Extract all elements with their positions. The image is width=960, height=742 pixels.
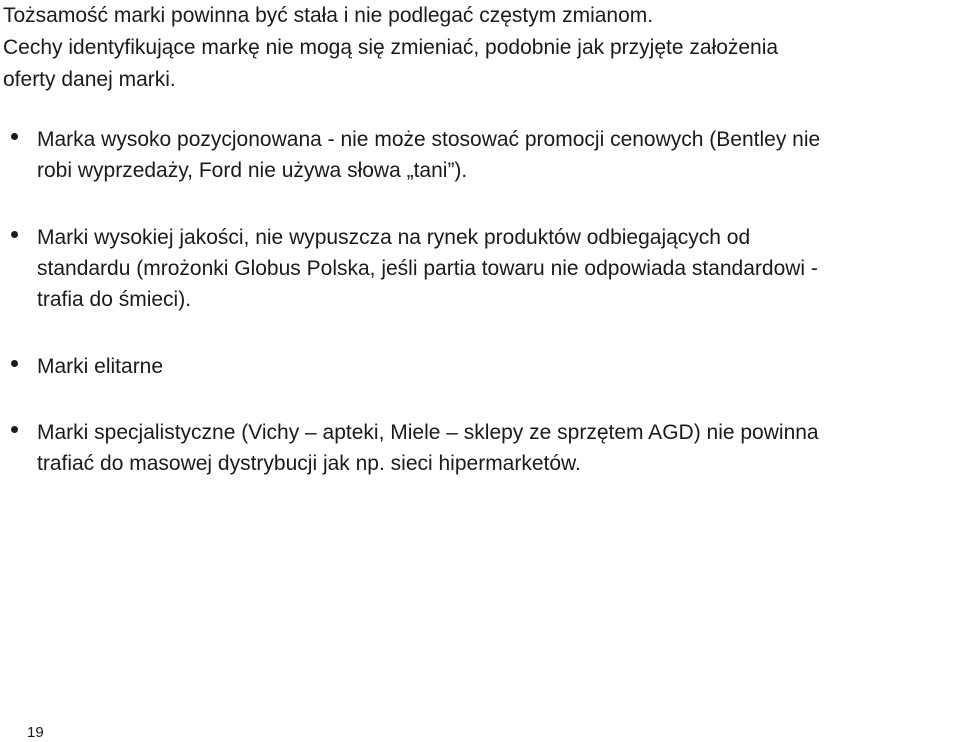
bullet-text — [37, 351, 957, 382]
bullet-line: Marki wysokiej jakości, nie wypuszcza na rynek produktów odbiegających od — [37, 226, 751, 249]
intro-paragraph — [3, 0, 943, 96]
bullet-dot-icon — [11, 426, 18, 433]
bullet-line: trafia do śmieci). — [37, 288, 192, 311]
bullet-text — [37, 222, 957, 315]
page-number: 19 — [27, 724, 44, 741]
bullet-line: Marka wysoko pozycjonowana - nie może stosować promocji cenowych (Bentley nie — [37, 128, 821, 151]
bullet-dot-icon — [11, 231, 18, 238]
intro-line: Cechy identyfikujące markę nie mogą się zmieniać, podobnie jak przyjęte założenia — [3, 36, 779, 59]
bullet-text — [37, 124, 957, 186]
bullet-line: standardu (mrożonki Globus Polska, jeśli partia towaru nie odpowiada standardowi - — [37, 257, 818, 280]
bullet-line: trafiać do masowej dystrybucji jak np. sieci hipermarketów. — [37, 452, 581, 475]
bullet-dot-icon — [11, 133, 18, 140]
bullet-line: robi wyprzedaży, Ford nie używa słowa „tani”). — [37, 159, 468, 182]
bullet-text — [37, 417, 957, 479]
bullet-line: Marki specjalistyczne (Vichy – apteki, Miele – sklepy ze sprzętem AGD) nie powinna — [37, 421, 819, 444]
bullet-line: Marki elitarne — [37, 355, 164, 378]
intro-line: Tożsamość marki powinna być stała i nie podlegać częstym zmianom. — [3, 4, 654, 27]
bullet-dot-icon — [11, 360, 18, 367]
intro-line: oferty danej marki. — [3, 68, 176, 91]
